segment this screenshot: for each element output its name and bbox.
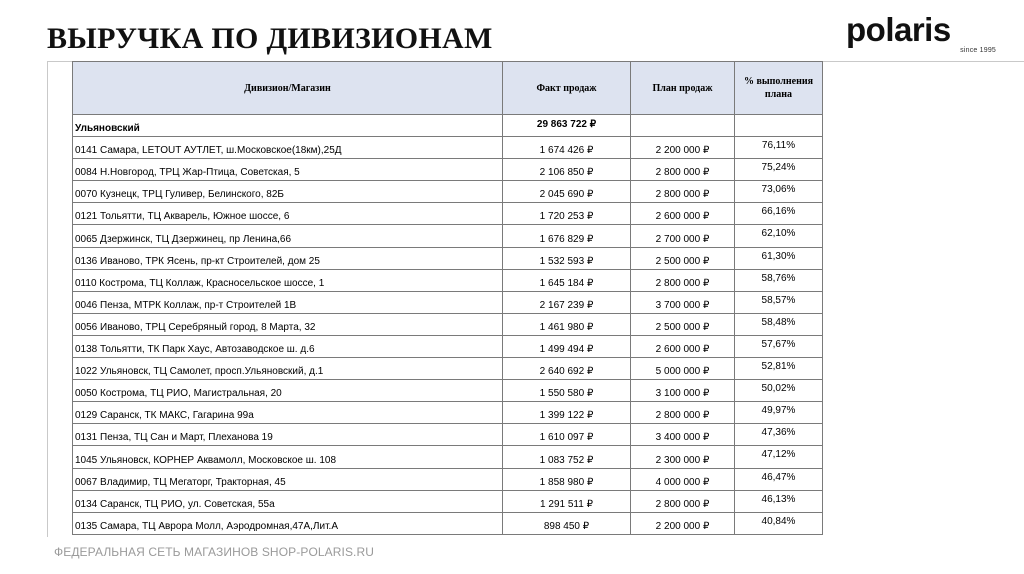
store-cell: 0141 Самара, LETOUT АУТЛЕТ, ш.Московское(18км),25Д <box>73 137 503 159</box>
table-row <box>73 358 823 380</box>
fact-cell: 1 610 097 ₽ <box>503 424 631 446</box>
table-header-row <box>73 62 823 115</box>
revenue-table <box>72 61 823 535</box>
pct-cell: 49,97% <box>735 402 823 424</box>
fact-cell: 2 167 239 ₽ <box>503 291 631 313</box>
plan-cell: 2 800 000 ₽ <box>631 159 735 181</box>
store-cell: 0136 Иваново, ТРК Ясень, пр-кт Строителей, дом 25 <box>73 247 503 269</box>
plan-cell: 3 400 000 ₽ <box>631 424 735 446</box>
plan-cell: 2 600 000 ₽ <box>631 335 735 357</box>
store-cell: 1022 Ульяновск, ТЦ Самолет, просп.Ульяновский, д.1 <box>73 358 503 380</box>
plan-cell: 4 000 000 ₽ <box>631 468 735 490</box>
pct-cell: 73,06% <box>735 181 823 203</box>
plan-cell: 2 500 000 ₽ <box>631 313 735 335</box>
header-sales-fact: Факт продаж <box>503 62 631 115</box>
division-plan <box>631 115 735 137</box>
pct-cell: 47,36% <box>735 424 823 446</box>
pct-cell: 46,13% <box>735 490 823 512</box>
plan-cell: 2 800 000 ₽ <box>631 181 735 203</box>
pct-cell: 58,57% <box>735 291 823 313</box>
pct-cell: 75,24% <box>735 159 823 181</box>
pct-cell: 46,47% <box>735 468 823 490</box>
store-cell: 0121 Тольятти, ТЦ Акварель, Южное шоссе, 6 <box>73 203 503 225</box>
fact-cell: 1 645 184 ₽ <box>503 269 631 291</box>
pct-cell: 52,81% <box>735 358 823 380</box>
table-row <box>73 159 823 181</box>
pct-cell: 62,10% <box>735 225 823 247</box>
division-row <box>73 115 823 137</box>
pct-cell: 58,76% <box>735 269 823 291</box>
table-row <box>73 225 823 247</box>
fact-cell: 1 720 253 ₽ <box>503 203 631 225</box>
table-row <box>73 402 823 424</box>
header-sales-plan: План продаж <box>631 62 735 115</box>
pct-cell: 61,30% <box>735 247 823 269</box>
division-name: Ульяновский <box>73 115 503 137</box>
fact-cell: 1 550 580 ₽ <box>503 380 631 402</box>
fact-cell: 1 858 980 ₽ <box>503 468 631 490</box>
plan-cell: 2 800 000 ₽ <box>631 402 735 424</box>
plan-cell: 5 000 000 ₽ <box>631 358 735 380</box>
division-fact: 29 863 722 ₽ <box>503 115 631 137</box>
fact-cell: 1 676 829 ₽ <box>503 225 631 247</box>
store-cell: 0131 Пенза, ТЦ Сан и Март, Плеханова 19 <box>73 424 503 446</box>
header-division-store: Дивизион/Магазин <box>73 62 503 115</box>
table-row <box>73 247 823 269</box>
table-row <box>73 313 823 335</box>
fact-cell: 1 499 494 ₽ <box>503 335 631 357</box>
fact-cell: 1 461 980 ₽ <box>503 313 631 335</box>
fact-cell: 1 532 593 ₽ <box>503 247 631 269</box>
table-row <box>73 424 823 446</box>
plan-cell: 2 200 000 ₽ <box>631 512 735 534</box>
fact-cell: 1 674 426 ₽ <box>503 137 631 159</box>
table-row <box>73 446 823 468</box>
fact-cell: 2 045 690 ₽ <box>503 181 631 203</box>
plan-cell: 2 600 000 ₽ <box>631 203 735 225</box>
store-cell: 0110 Кострома, ТЦ Коллаж, Красносельское шоссе, 1 <box>73 269 503 291</box>
pct-cell: 47,12% <box>735 446 823 468</box>
plan-cell: 2 300 000 ₽ <box>631 446 735 468</box>
polaris-logo <box>846 11 998 54</box>
store-cell: 0070 Кузнецк, ТРЦ Гуливер, Белинского, 82Б <box>73 181 503 203</box>
plan-cell: 2 800 000 ₽ <box>631 269 735 291</box>
store-cell: 0084 Н.Новгород, ТРЦ Жар-Птица, Советская, 5 <box>73 159 503 181</box>
plan-cell: 3 100 000 ₽ <box>631 380 735 402</box>
fact-cell: 898 450 ₽ <box>503 512 631 534</box>
left-divider <box>47 61 48 537</box>
fact-cell: 1 083 752 ₽ <box>503 446 631 468</box>
logo-wordmark: polaris <box>846 11 951 48</box>
plan-cell: 3 700 000 ₽ <box>631 291 735 313</box>
table-row <box>73 181 823 203</box>
pct-cell: 66,16% <box>735 203 823 225</box>
store-cell: 0065 Дзержинск, ТЦ Дзержинец, пр Ленина,66 <box>73 225 503 247</box>
table-row <box>73 512 823 534</box>
plan-cell: 2 800 000 ₽ <box>631 490 735 512</box>
store-cell: 0135 Самара, ТЦ Аврора Молл, Аэродромная,47А,Лит.А <box>73 512 503 534</box>
store-cell: 0056 Иваново, ТРЦ Серебряный город, 8 Марта, 32 <box>73 313 503 335</box>
table-row <box>73 291 823 313</box>
logo-since: since 1995 <box>960 47 996 54</box>
store-cell: 0050 Кострома, ТЦ РИО, Магистральная, 20 <box>73 380 503 402</box>
pct-cell: 76,11% <box>735 137 823 159</box>
table-row <box>73 335 823 357</box>
plan-cell: 2 500 000 ₽ <box>631 247 735 269</box>
pct-cell: 40,84% <box>735 512 823 534</box>
plan-cell: 2 700 000 ₽ <box>631 225 735 247</box>
pct-cell: 50,02% <box>735 380 823 402</box>
pct-cell: 57,67% <box>735 335 823 357</box>
store-cell: 0046 Пенза, МТРК Коллаж, пр-т Строителей 1В <box>73 291 503 313</box>
store-cell: 0129 Саранск, ТК МАКС, Гагарина 99а <box>73 402 503 424</box>
table-row <box>73 269 823 291</box>
pct-cell: 58,48% <box>735 313 823 335</box>
store-cell: 0067 Владимир, ТЦ Мегаторг, Тракторная, 45 <box>73 468 503 490</box>
header-plan-pct: % выполнения плана <box>735 62 823 115</box>
division-pct <box>735 115 823 137</box>
fact-cell: 1 291 511 ₽ <box>503 490 631 512</box>
footer-text: ФЕДЕРАЛЬНАЯ СЕТЬ МАГАЗИНОВ SHOP-POLARIS.RU <box>54 545 375 559</box>
plan-cell: 2 200 000 ₽ <box>631 137 735 159</box>
store-cell: 0138 Тольятти, ТК Парк Хаус, Автозаводское ш. д.6 <box>73 335 503 357</box>
fact-cell: 1 399 122 ₽ <box>503 402 631 424</box>
table-row <box>73 137 823 159</box>
store-cell: 1045 Ульяновск, КОРНЕР Аквамолл, Московское ш. 108 <box>73 446 503 468</box>
fact-cell: 2 640 692 ₽ <box>503 358 631 380</box>
page-title: ВЫРУЧКА ПО ДИВИЗИОНАМ <box>47 22 493 55</box>
table-row <box>73 203 823 225</box>
fact-cell: 2 106 850 ₽ <box>503 159 631 181</box>
store-cell: 0134 Саранск, ТЦ РИО, ул. Советская, 55а <box>73 490 503 512</box>
table-row <box>73 490 823 512</box>
table-row <box>73 380 823 402</box>
table-row <box>73 468 823 490</box>
